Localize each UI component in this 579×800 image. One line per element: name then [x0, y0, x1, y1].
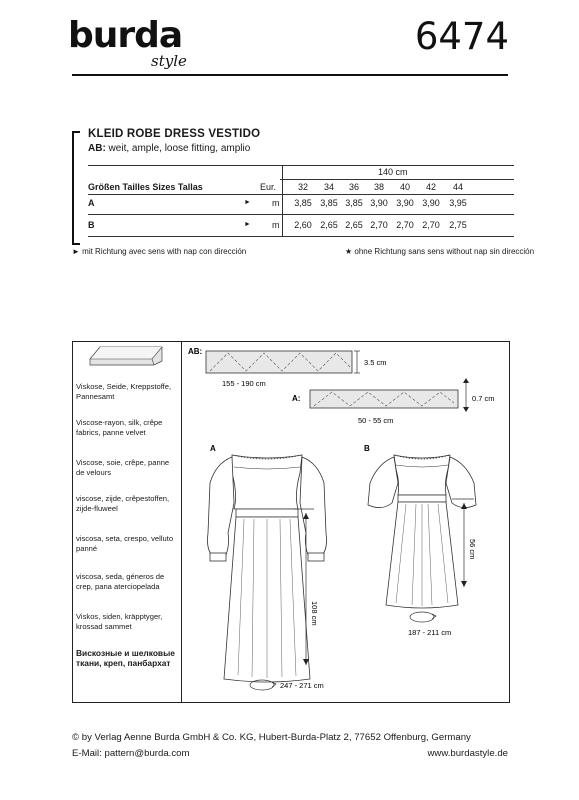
- with-nap-arrow-icon: ►: [244, 199, 251, 206]
- size-header-34: 34: [323, 182, 334, 192]
- yardage-cell: 2,70: [396, 220, 414, 230]
- row-view-label: B: [88, 220, 95, 230]
- fabric-recommendation: viscosa, seta, crespo, velluto panné: [76, 534, 174, 553]
- nap-with-arrow-icon: ►: [72, 247, 80, 256]
- ab-width-label: 3.5 cm: [364, 358, 387, 367]
- row-view-label: A: [88, 198, 95, 208]
- fabric-swatch-icon: [88, 345, 166, 367]
- nap-without-star-icon: ★: [345, 247, 353, 256]
- dress-a-drawing: [208, 455, 327, 682]
- fabric-recommendation: Viscose, soie, crêpe, panne de velours: [76, 458, 170, 477]
- footer-website[interactable]: www.burdastyle.de: [427, 748, 508, 759]
- yardage-cell: 2,60: [294, 220, 312, 230]
- table-rule-a: [88, 214, 514, 215]
- title-bracket: [72, 131, 80, 245]
- dress-b-drawing: [368, 455, 476, 608]
- row-unit: m: [272, 220, 280, 230]
- fabric-recommendation: Viscose-rayon, silk, crêpe fabrics, panne velvet: [76, 418, 163, 437]
- fit-description: weit, ample, loose fitting, amplio: [105, 143, 251, 154]
- size-header-32: 32: [297, 182, 308, 192]
- yardage-cell: 2,65: [320, 220, 338, 230]
- yardage-cell: 3,85: [294, 198, 312, 208]
- nap-without: [345, 247, 534, 256]
- view-b-label: B: [364, 444, 370, 453]
- table-rule-top: [88, 165, 514, 166]
- table-rule-sizes: [88, 194, 514, 195]
- view-a-label: A: [210, 444, 216, 453]
- size-header-40: 40: [399, 182, 410, 192]
- a-length-label: 50 - 55 cm: [358, 416, 394, 425]
- size-row-header: Größen Tailles Sizes Tallas: [88, 182, 203, 192]
- with-nap-arrow-icon: ►: [244, 221, 251, 228]
- table-rule-b: [88, 236, 514, 237]
- garment-title: KLEID ROBE DRESS VESTIDO: [88, 128, 261, 140]
- size-header-36: 36: [348, 182, 359, 192]
- yardage-cell: 3,95: [449, 198, 467, 208]
- fabric-recommendation: Viskos, siden, kräpptyger, krossad sammet: [76, 612, 163, 631]
- fabric-recommendation: viscose, zijde, crêpestoffen, zijde-fluweel: [76, 494, 170, 513]
- fabric-recommendation: viscosa, seda, géneros de crep, pana aterciopelada: [76, 572, 165, 591]
- yardage-cell: 3,85: [320, 198, 338, 208]
- b-hem-circumference-icon: [410, 612, 434, 622]
- garment-fit: [88, 143, 250, 154]
- ab-strip-piece: [206, 351, 352, 373]
- a-width-label: 0.7 cm: [472, 394, 495, 403]
- fabric-width: 140 cm: [378, 167, 408, 177]
- yardage-cell: 2,65: [345, 220, 363, 230]
- yardage-cell: 2,70: [370, 220, 388, 230]
- yardage-cell: 3,90: [396, 198, 414, 208]
- yardage-cell: 2,70: [422, 220, 440, 230]
- nap-with-label: mit Richtung avec sens with nap con dirección: [82, 247, 247, 256]
- size-col-divider: [282, 165, 283, 236]
- nap-without-label: ohne Richtung sans sens without nap sin dirección: [354, 247, 535, 256]
- eur-label: Eur.: [260, 182, 277, 192]
- size-header-42: 42: [425, 182, 436, 192]
- ab-piece-label: AB:: [188, 347, 203, 356]
- b-length-measure: 56 cm: [468, 539, 477, 560]
- row-unit: m: [272, 198, 280, 208]
- header-rule: [72, 74, 508, 76]
- b-hem-measure: 187 - 211 cm: [408, 628, 452, 637]
- yardage-cell: 3,90: [422, 198, 440, 208]
- nap-with: [72, 247, 246, 256]
- pattern-number: 6474: [414, 15, 509, 58]
- brand-logo: burda: [68, 15, 183, 56]
- yardage-cell: 3,90: [370, 198, 388, 208]
- footer-copyright: © by Verlag Aenne Burda GmbH & Co. KG, Hubert-Burda-Platz 2, 77652 Offenburg, Germany: [72, 732, 471, 743]
- footer-email: E-Mail: pattern@burda.com: [72, 748, 190, 759]
- a-length-measure: 108 cm: [310, 601, 319, 626]
- fit-code: AB:: [88, 143, 106, 154]
- fabric-recommendation: Вискозные и шелковые ткани, креп, панбархат: [76, 648, 175, 668]
- fabric-recommendation: Viskose, Seide, Kreppstoffe, Pannesamt: [76, 382, 172, 401]
- size-header-44: 44: [452, 182, 463, 192]
- ab-length-label: 155 - 190 cm: [222, 379, 266, 388]
- a-piece-label: A:: [292, 394, 301, 403]
- brand-logo-sub: style: [151, 52, 187, 70]
- table-rule-fabric: [280, 179, 514, 180]
- a-hem-measure: 247 - 271 cm: [280, 681, 324, 690]
- a-strip-piece: [310, 390, 458, 408]
- yardage-cell: 2,75: [449, 220, 467, 230]
- size-header-38: 38: [373, 182, 384, 192]
- yardage-cell: 3,85: [345, 198, 363, 208]
- pattern-diagram: [182, 343, 508, 700]
